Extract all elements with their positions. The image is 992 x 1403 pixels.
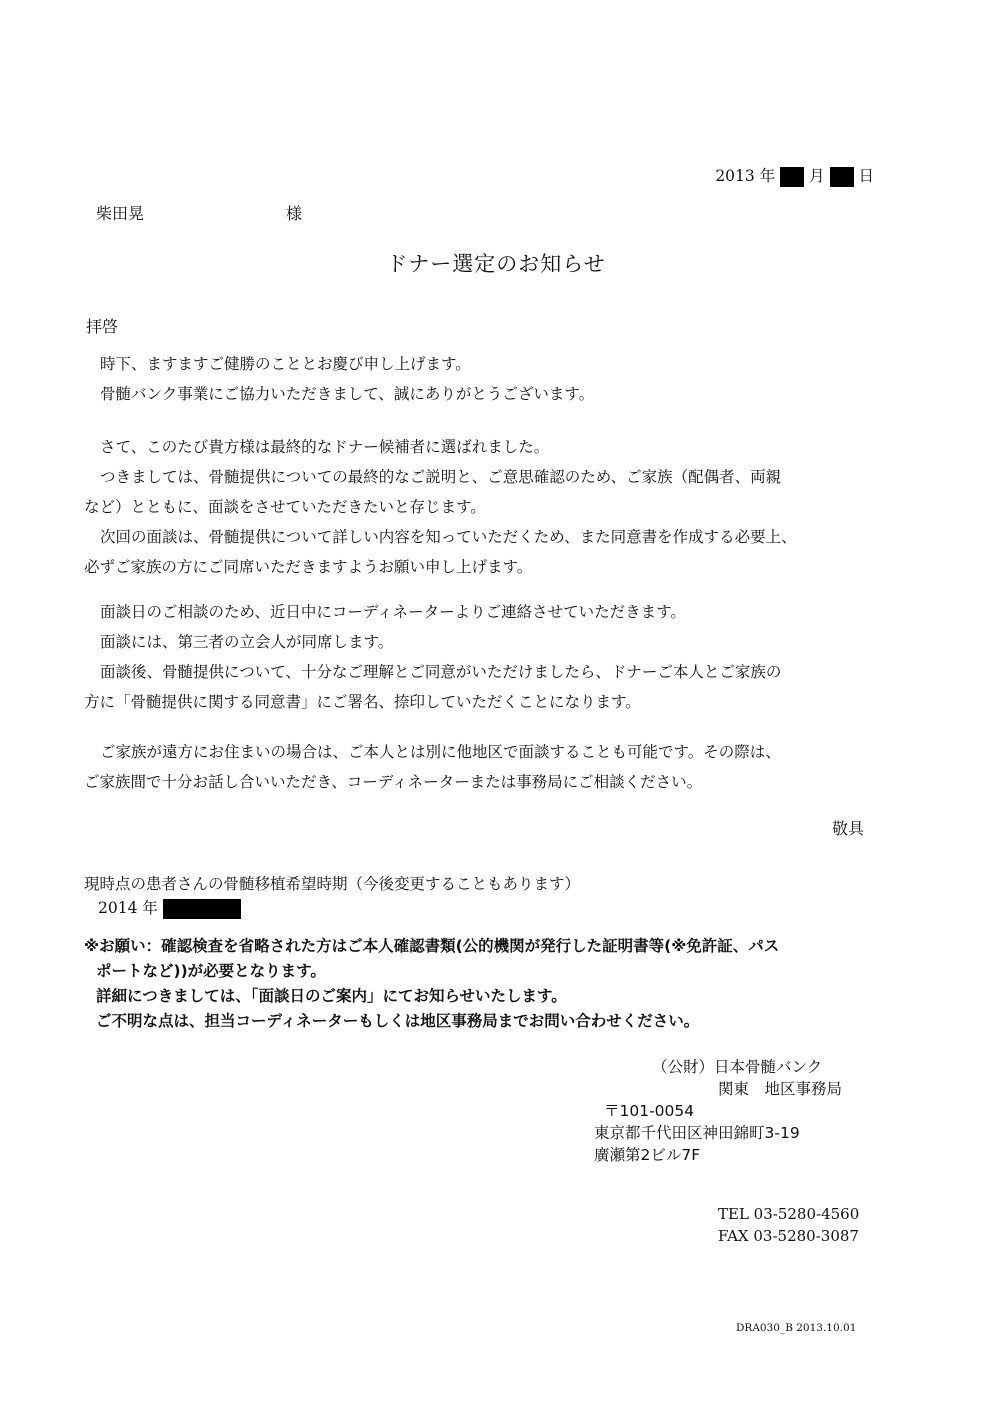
date-year-unit: 年 xyxy=(759,167,776,185)
form-code: DRA030_B 2013.10.01 xyxy=(736,1322,857,1334)
address-line-1: 東京都千代田区神田錦町3-19 xyxy=(594,1124,800,1142)
sender-address xyxy=(594,1100,800,1166)
address-line-2: 廣瀬第2ビル7F xyxy=(594,1146,701,1164)
notice-line: ご不明な点は、担当コーディネーターもしくは地区事務局までお問い合わせください。 xyxy=(96,1012,700,1030)
notice-line: ※お願い：確認検査を省略された方はご本人確認書類(公的機関が発行した証明書等(※免許証、パス xyxy=(84,937,780,955)
document-title: ドナー選定のお知らせ xyxy=(386,252,606,276)
body-line: 時下、ますますご健勝のこととお慶び申し上げます。 xyxy=(100,355,471,373)
body-line: 必ずご家族の方にご同席いただきますようお願い申し上げます。 xyxy=(84,558,533,576)
body-line: 方に「骨髄提供に関する同意書」にご署名、捺印していただくことになります。 xyxy=(84,693,641,711)
notice-line: 詳細につきましては、「面談日のご案内」にてお知らせいたします。 xyxy=(96,987,567,1005)
schedule-label: 現時点の患者さんの骨髄移植希望時期（今後変更することもあります） xyxy=(84,875,581,893)
schedule-year-unit: 年 xyxy=(142,899,158,917)
postal-code: 〒101-0054 xyxy=(604,1102,695,1120)
body-line: など）とともに、面談をさせていただきたいと存じます。 xyxy=(84,498,486,516)
body-line: ご家族が遠方にお住まいの場合は、ご本人とは別に他地区で面談することも可能です。その際は、 xyxy=(100,743,781,761)
date-line xyxy=(715,164,874,187)
contact-block xyxy=(718,1203,859,1247)
body-line: 面談後、骨髄提供について、十分なご理解とご同意がいただけましたら、ドナーご本人とご家族の xyxy=(100,663,782,681)
body-line: さて、このたび貴方様は最終的なドナー候補者に選ばれました。 xyxy=(100,438,550,456)
notice-block xyxy=(84,934,779,1034)
body-paragraph-3 xyxy=(84,597,904,717)
recipient-honorific: 様 xyxy=(286,204,303,223)
recipient-name: 柴田晃 xyxy=(96,204,145,223)
date-day-unit: 日 xyxy=(858,167,874,185)
body-line: 骨髄バンク事業にご協力いただきまして、誠にありがとうございます。 xyxy=(100,385,595,403)
body-line: つきましては、骨髄提供についての最終的なご説明と、ご意思確認のため、ご家族（配偶者、両親 xyxy=(100,468,782,486)
date-year: 2013 xyxy=(715,167,755,185)
redacted-month xyxy=(780,167,804,187)
schedule-year: 2014 xyxy=(98,899,138,917)
salutation: 拝啓 xyxy=(86,317,119,336)
body-paragraph-1 xyxy=(84,349,904,409)
redacted-schedule-month xyxy=(163,899,241,919)
body-line: 面談日のご相談のため、近日中にコーディネーターよりご連絡させていただきます。 xyxy=(100,603,686,621)
redacted-day xyxy=(830,167,854,187)
date-month-unit: 月 xyxy=(809,167,825,185)
notice-line: ポートなど))が必要となります。 xyxy=(96,962,326,980)
body-line: 面談には、第三者の立会人が同席します。 xyxy=(100,633,394,651)
closing: 敬具 xyxy=(831,819,864,838)
sender-office: 関東 地区事務局 xyxy=(718,1080,843,1098)
body-line: ご家族間で十分お話し合いいただき、コーディネーターまたは事務局にご相談ください。 xyxy=(84,773,703,791)
sender-org: （公財）日本骨髄バンク xyxy=(652,1058,823,1076)
body-paragraph-4 xyxy=(84,737,904,797)
fax-number: FAX 03-5280-3087 xyxy=(718,1227,859,1245)
body-paragraph-2 xyxy=(84,432,904,582)
tel-number: TEL 03-5280-4560 xyxy=(718,1205,860,1223)
schedule-year-line xyxy=(98,896,241,919)
body-line: 次回の面談は、骨髄提供について詳しい内容を知っていただくため、また同意書を作成する必要上、 xyxy=(100,528,797,546)
